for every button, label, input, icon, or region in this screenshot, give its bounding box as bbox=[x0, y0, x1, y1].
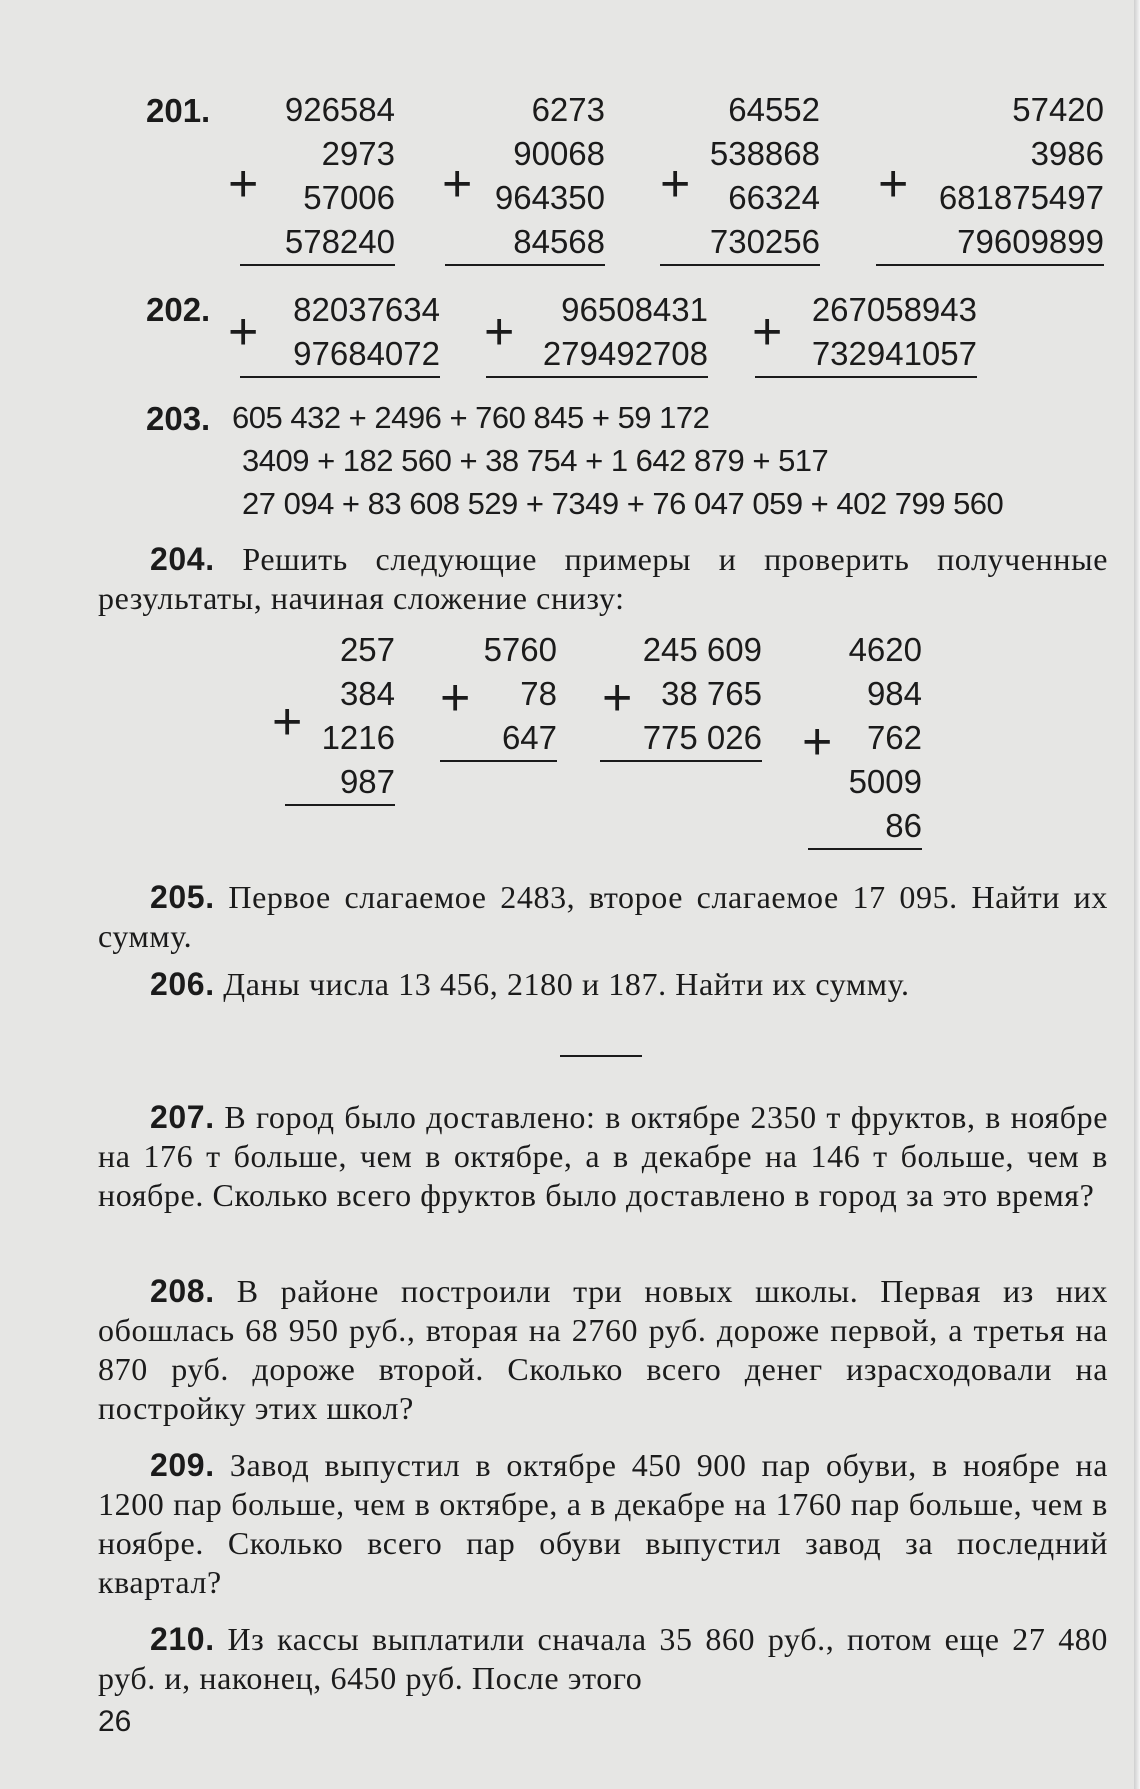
problem-text: В районе построили три новых школы. Первая из них обошлась 68 950 руб., вторая на 2760 руб. дороже первой, а третья на 870 руб. дороже второй. Сколько всего денег израсходовали на постройку этих школ? bbox=[98, 1273, 1108, 1426]
expression-line: 605 432 + 2496 + 760 845 + 59 172 bbox=[232, 400, 710, 435]
expression-line: 3409 + 182 560 + 38 754 + 1 642 879 + 517 bbox=[242, 443, 829, 478]
addend: 2973 bbox=[321, 135, 395, 172]
addend: 57420 bbox=[1012, 91, 1104, 128]
addend: 96508431 bbox=[561, 291, 708, 328]
addend: 6273 bbox=[531, 91, 605, 128]
addend: 78 bbox=[520, 675, 557, 712]
problem-text: Первое слагаемое 2483, второе слагаемое 17 095. Найти их сумму. bbox=[98, 879, 1108, 954]
addend: 90068 bbox=[513, 135, 605, 172]
problem-number: 209. bbox=[150, 1447, 215, 1483]
addend: 987 bbox=[339, 763, 395, 800]
plus-sign: + bbox=[228, 155, 259, 213]
addition-column bbox=[755, 288, 977, 378]
problem-text: Решить следующие примеры и проверить полученные результаты, начиная сложение снизу: bbox=[98, 541, 1108, 616]
addition-column bbox=[486, 288, 708, 378]
plus-sign: + bbox=[484, 303, 515, 361]
addend: 1216 bbox=[321, 719, 395, 756]
problem-number: 205. bbox=[150, 879, 215, 915]
addend: 647 bbox=[501, 719, 557, 756]
problem-210 bbox=[98, 1620, 1108, 1698]
addend: 730256 bbox=[709, 223, 820, 260]
addend: 279492708 bbox=[542, 335, 708, 372]
addend: 3986 bbox=[1030, 135, 1104, 172]
addend: 926584 bbox=[284, 91, 395, 128]
plus-sign: + bbox=[442, 155, 473, 213]
addition-column bbox=[240, 88, 395, 266]
addend: 732941057 bbox=[811, 335, 977, 372]
addend: 245 609 bbox=[642, 631, 762, 668]
expression-line: 27 094 + 83 608 529 + 7349 + 76 047 059 + 402 799 560 bbox=[242, 486, 1004, 521]
problem-text: Даны числа 13 456, 2180 и 187. Найти их сумму. bbox=[223, 966, 910, 1002]
plus-sign: + bbox=[602, 669, 633, 727]
problem-208 bbox=[98, 1272, 1108, 1428]
addend: 5009 bbox=[848, 763, 922, 800]
addend: 5760 bbox=[483, 631, 557, 668]
problem-text: Из кассы выплатили сначала 35 860 руб., потом еще 27 480 руб. и, наконец, 6450 руб. После этого bbox=[98, 1621, 1108, 1696]
addition-column bbox=[445, 88, 605, 266]
addend: 681875497 bbox=[938, 179, 1104, 216]
addition-column bbox=[240, 288, 440, 378]
problem-205 bbox=[98, 878, 1108, 956]
problem-number: 206. bbox=[150, 966, 215, 1002]
plus-sign: + bbox=[440, 669, 471, 727]
problem-number: 204. bbox=[150, 541, 215, 577]
addend: 775 026 bbox=[642, 719, 762, 756]
problem-text: Завод выпустил в октябре 450 900 пар обуви, в ноябре на 1200 пар больше, чем в октябре, а в декабре на 1760 пар больше, чем в ноябре. Сколько всего пар обуви выпустил завод за последний квартал? bbox=[98, 1447, 1108, 1600]
addend: 82037634 bbox=[293, 291, 440, 328]
addend: 964350 bbox=[494, 179, 605, 216]
plus-sign: + bbox=[272, 693, 303, 751]
addend: 86 bbox=[885, 807, 922, 844]
plus-sign: + bbox=[802, 713, 833, 771]
addend: 64552 bbox=[728, 91, 820, 128]
addend: 984 bbox=[866, 675, 922, 712]
problem-201-label: 201. bbox=[146, 92, 211, 129]
addition-column bbox=[285, 628, 395, 806]
addend: 97684072 bbox=[293, 335, 440, 372]
problem-204 bbox=[98, 540, 1108, 618]
addition-column bbox=[660, 88, 820, 266]
addend: 578240 bbox=[284, 223, 395, 260]
problem-209 bbox=[98, 1446, 1108, 1602]
addend: 384 bbox=[339, 675, 395, 712]
addend: 4620 bbox=[848, 631, 922, 668]
page-number: 26 bbox=[98, 1705, 132, 1738]
plus-sign: + bbox=[660, 155, 691, 213]
problem-206 bbox=[98, 965, 1108, 1004]
addition-column bbox=[600, 628, 762, 762]
addend: 79609899 bbox=[957, 223, 1104, 260]
addition-column bbox=[876, 88, 1104, 266]
plus-sign: + bbox=[228, 303, 259, 361]
addend: 38 765 bbox=[661, 675, 762, 712]
plus-sign: + bbox=[878, 155, 909, 213]
addition-column bbox=[808, 628, 922, 850]
problem-202-label: 202. bbox=[146, 291, 211, 328]
problem-text: В город было доставлено: в октябре 2350 т фруктов, в ноябре на 176 т больше, чем в октябре, а в декабре на 146 т больше, чем в ноябре. Сколько всего фруктов было доставлено в город за это время? bbox=[98, 1099, 1108, 1213]
problem-207 bbox=[98, 1098, 1108, 1215]
addition-column bbox=[440, 628, 557, 762]
addend: 57006 bbox=[303, 179, 395, 216]
addend: 66324 bbox=[728, 179, 820, 216]
addend: 762 bbox=[866, 719, 922, 756]
page-edge bbox=[1134, 0, 1140, 1789]
addend: 84568 bbox=[513, 223, 605, 260]
problem-203-label: 203. bbox=[146, 400, 211, 437]
addend: 267058943 bbox=[811, 291, 977, 328]
problem-number: 210. bbox=[150, 1621, 215, 1657]
plus-sign: + bbox=[752, 303, 783, 361]
addend: 257 bbox=[339, 631, 395, 668]
section-divider bbox=[560, 1055, 642, 1057]
problem-number: 207. bbox=[150, 1099, 215, 1135]
addend: 538868 bbox=[709, 135, 820, 172]
problem-number: 208. bbox=[150, 1273, 215, 1309]
